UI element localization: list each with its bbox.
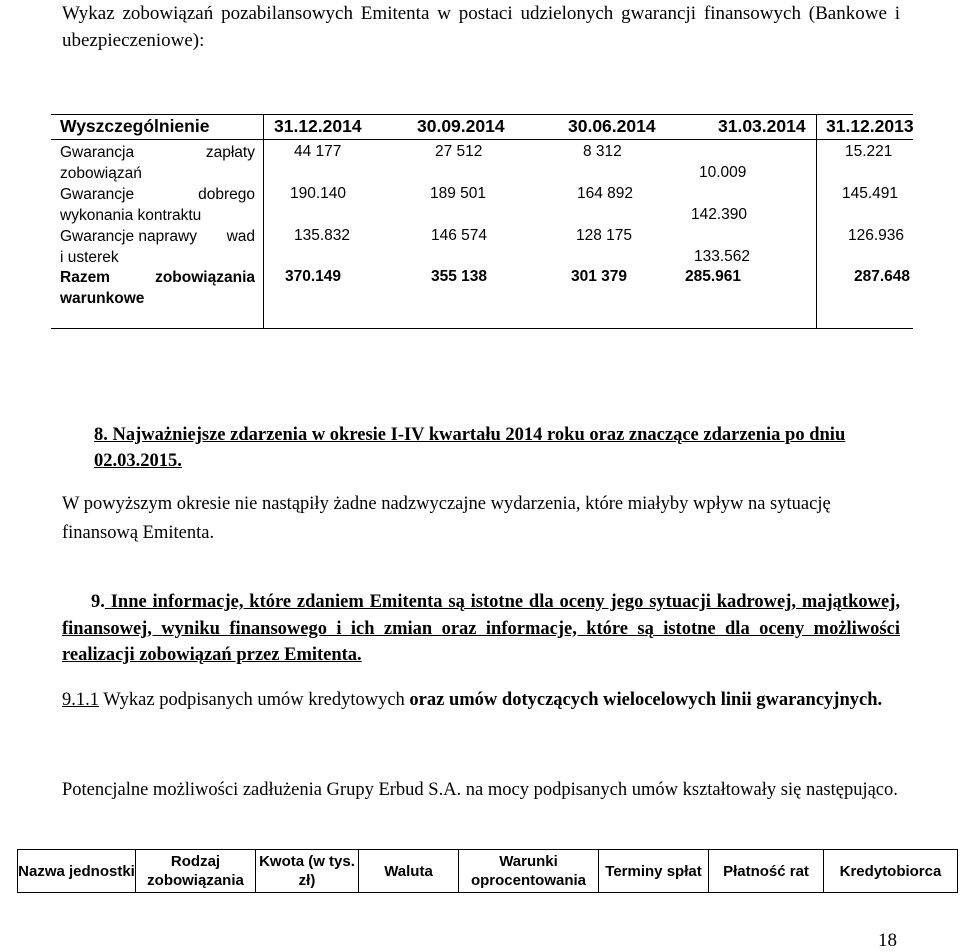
guarantees-table: [51, 114, 913, 329]
table-row-label: Gwarancje dobrego wykonania kontraktu: [60, 186, 255, 224]
section-9-1-1-text: Wykaz podpisanych umów kredytowych: [99, 690, 410, 710]
table-cell: 126.936: [848, 227, 905, 244]
table-cell: 146 574: [431, 227, 488, 244]
table-cell: 370.149: [285, 268, 342, 285]
column-divider: [816, 115, 817, 328]
header-waluta: Waluta: [359, 850, 459, 892]
section-9-1-1-bold-text: oraz umów dotyczących wielocelowych linii gwarancyjnych.: [409, 690, 883, 710]
table-cell: 145.491: [842, 185, 899, 202]
header-platnosc-rat: Płatność rat: [709, 850, 824, 892]
header-divider: [51, 139, 913, 140]
table-row-label: Gwarancje naprawy wad i usterek: [60, 228, 255, 266]
debt-capacity-paragraph: Potencjalne możliwości zadłużenia Grupy Erbud S.A. na mocy podpisanych umów kształtowały się następująco.: [62, 780, 898, 800]
intro-paragraph: Wykaz zobowiązań pozabilansowych Emitenta w postaci udzielonych gwarancji finansowych (Bankowe i ubezpieczeniowe):: [62, 3, 900, 51]
header-date-4: 31.03.2014: [718, 116, 806, 136]
column-divider: [263, 115, 264, 328]
section-9-1-1: [62, 686, 900, 714]
header-warunki-oprocentowania: Warunki oprocentowania: [459, 850, 599, 892]
header-date-5: 31.12.2013: [826, 116, 914, 136]
table-cell: 164 892: [577, 185, 634, 202]
table-cell: 27 512: [435, 143, 483, 160]
table-row-label: Gwarancja zapłaty zobowiązań: [60, 144, 255, 182]
header-wyszczegolnienie: Wyszczególnienie: [60, 116, 210, 136]
table-cell: 128 175: [576, 227, 633, 244]
table-cell: 287.648: [854, 268, 911, 285]
table-cell: 285.961: [685, 268, 742, 285]
table-cell: 142.390: [691, 206, 748, 223]
table-cell: 8 312: [583, 143, 622, 160]
credit-agreements-table-header: [17, 849, 958, 893]
table-cell: 10.009: [699, 164, 747, 181]
section-9-1-1-number: 9.1.1: [62, 690, 99, 710]
header-date-1: 31.12.2014: [274, 116, 362, 136]
table-cell: 355 138: [431, 268, 488, 285]
section-9-title: Inne informacje, które zdaniem Emitenta są istotne dla oceny jego sytuacji kadrowej, majątkowej, finansowej, wyniku finansowego i ich zmian oraz informacje, które są istotne dla oceny możliwości realizacji zobowiązań przez Emitenta.: [62, 592, 900, 665]
header-terminy-splat: Terminy spłat: [599, 850, 709, 892]
table-row-label: Razem zobowiązania warunkowe: [60, 269, 255, 307]
table-cell: 135.832: [294, 227, 351, 244]
section-9-heading: [62, 589, 900, 669]
header-date-2: 30.09.2014: [417, 116, 505, 136]
table-cell: 44 177: [294, 143, 342, 160]
table-cell: 15.221: [845, 143, 893, 160]
table-cell: 133.562: [694, 248, 751, 265]
table-cell: 190.140: [290, 185, 347, 202]
header-date-3: 30.06.2014: [568, 116, 656, 136]
page-number: 18: [878, 930, 897, 951]
header-kwota: Kwota (w tys. zł): [256, 850, 359, 892]
section-8-heading: 8. Najważniejsze zdarzenia w okresie I-IV kwartału 2014 roku oraz znaczące zdarzenia po dniu 02.03.2015.: [94, 425, 846, 471]
table-cell: 189 501: [430, 185, 487, 202]
header-nazwa-jednostki: Nazwa jednostki: [18, 850, 136, 892]
table-cell: 301 379: [571, 268, 628, 285]
header-kredytobiorca: Kredytobiorca: [839, 862, 942, 880]
section-9-number: 9.: [91, 592, 105, 612]
section-8-text: W powyższym okresie nie nastąpiły żadne nadzwyczajne wydarzenia, które miałyby wpływ na sytuację finansową Emitenta.: [62, 494, 831, 543]
header-rodzaj-zobowiazania: Rodzaj zobowiązania: [136, 850, 256, 892]
